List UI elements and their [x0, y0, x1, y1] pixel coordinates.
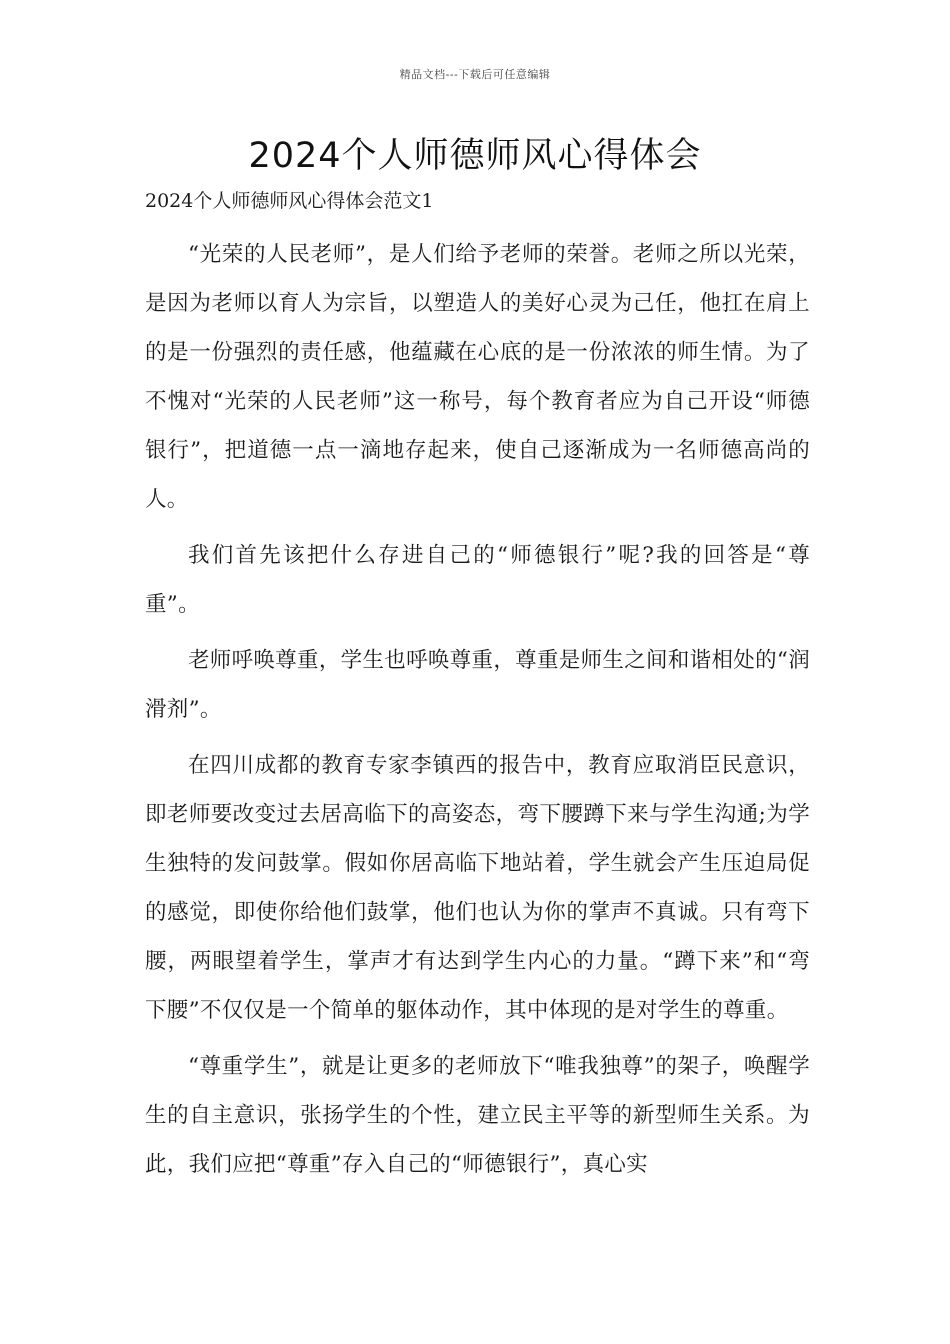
paragraph: 我们首先该把什么存进自己的“师德银行”呢?我的回答是“尊重”。	[145, 543, 810, 617]
document-title: 2024个人师德师风心得体会	[248, 136, 702, 176]
paragraph: “光荣的人民老师”，是人们给予老师的荣誉。老师之所以光荣，是因为老师以育人为宗旨，以塑造人的美好心灵为己任，他扛在肩上的是一份强烈的责任感，他蕴藏在心底的是一份浓浓的师生情。为了不愧对“光荣的人民老师”这一称号，每个教育者应为自己开设“师德银行”，把道德一点一滴地存起来，使自己逐渐成为一名师德高尚的人。	[145, 242, 810, 512]
document-body	[145, 230, 810, 1196]
paragraph: 老师呼唤尊重，学生也呼唤尊重，尊重是师生之间和谐相处的“润滑剂”。	[145, 648, 810, 722]
paragraph: 在四川成都的教育专家李镇西的报告中，教育应取消臣民意识，即老师要改变过去居高临下的高姿态，弯下腰蹲下来与学生沟通;为学生独特的发问鼓掌。假如你居高临下地站着，学生就会产生压迫局促的感觉，即使你给他们鼓掌，他们也认为你的掌声不真诚。只有弯下腰，两眼望着学生，掌声才有达到学生内心的力量。“蹲下来”和“弯下腰”不仅仅是一个简单的躯体动作，其中体现的是对学生的尊重。	[145, 753, 810, 1023]
document-subtitle: 2024个人师德师风心得体会范文1	[145, 190, 434, 212]
header-note: 精品文档---下载后可任意编辑	[399, 68, 551, 81]
paragraph: “尊重学生”，就是让更多的老师放下“唯我独尊”的架子，唤醒学生的自主意识，张扬学生的个性，建立民主平等的新型师生关系。为此，我们应把“尊重”存入自己的“师德银行”，真心实	[145, 1054, 810, 1177]
